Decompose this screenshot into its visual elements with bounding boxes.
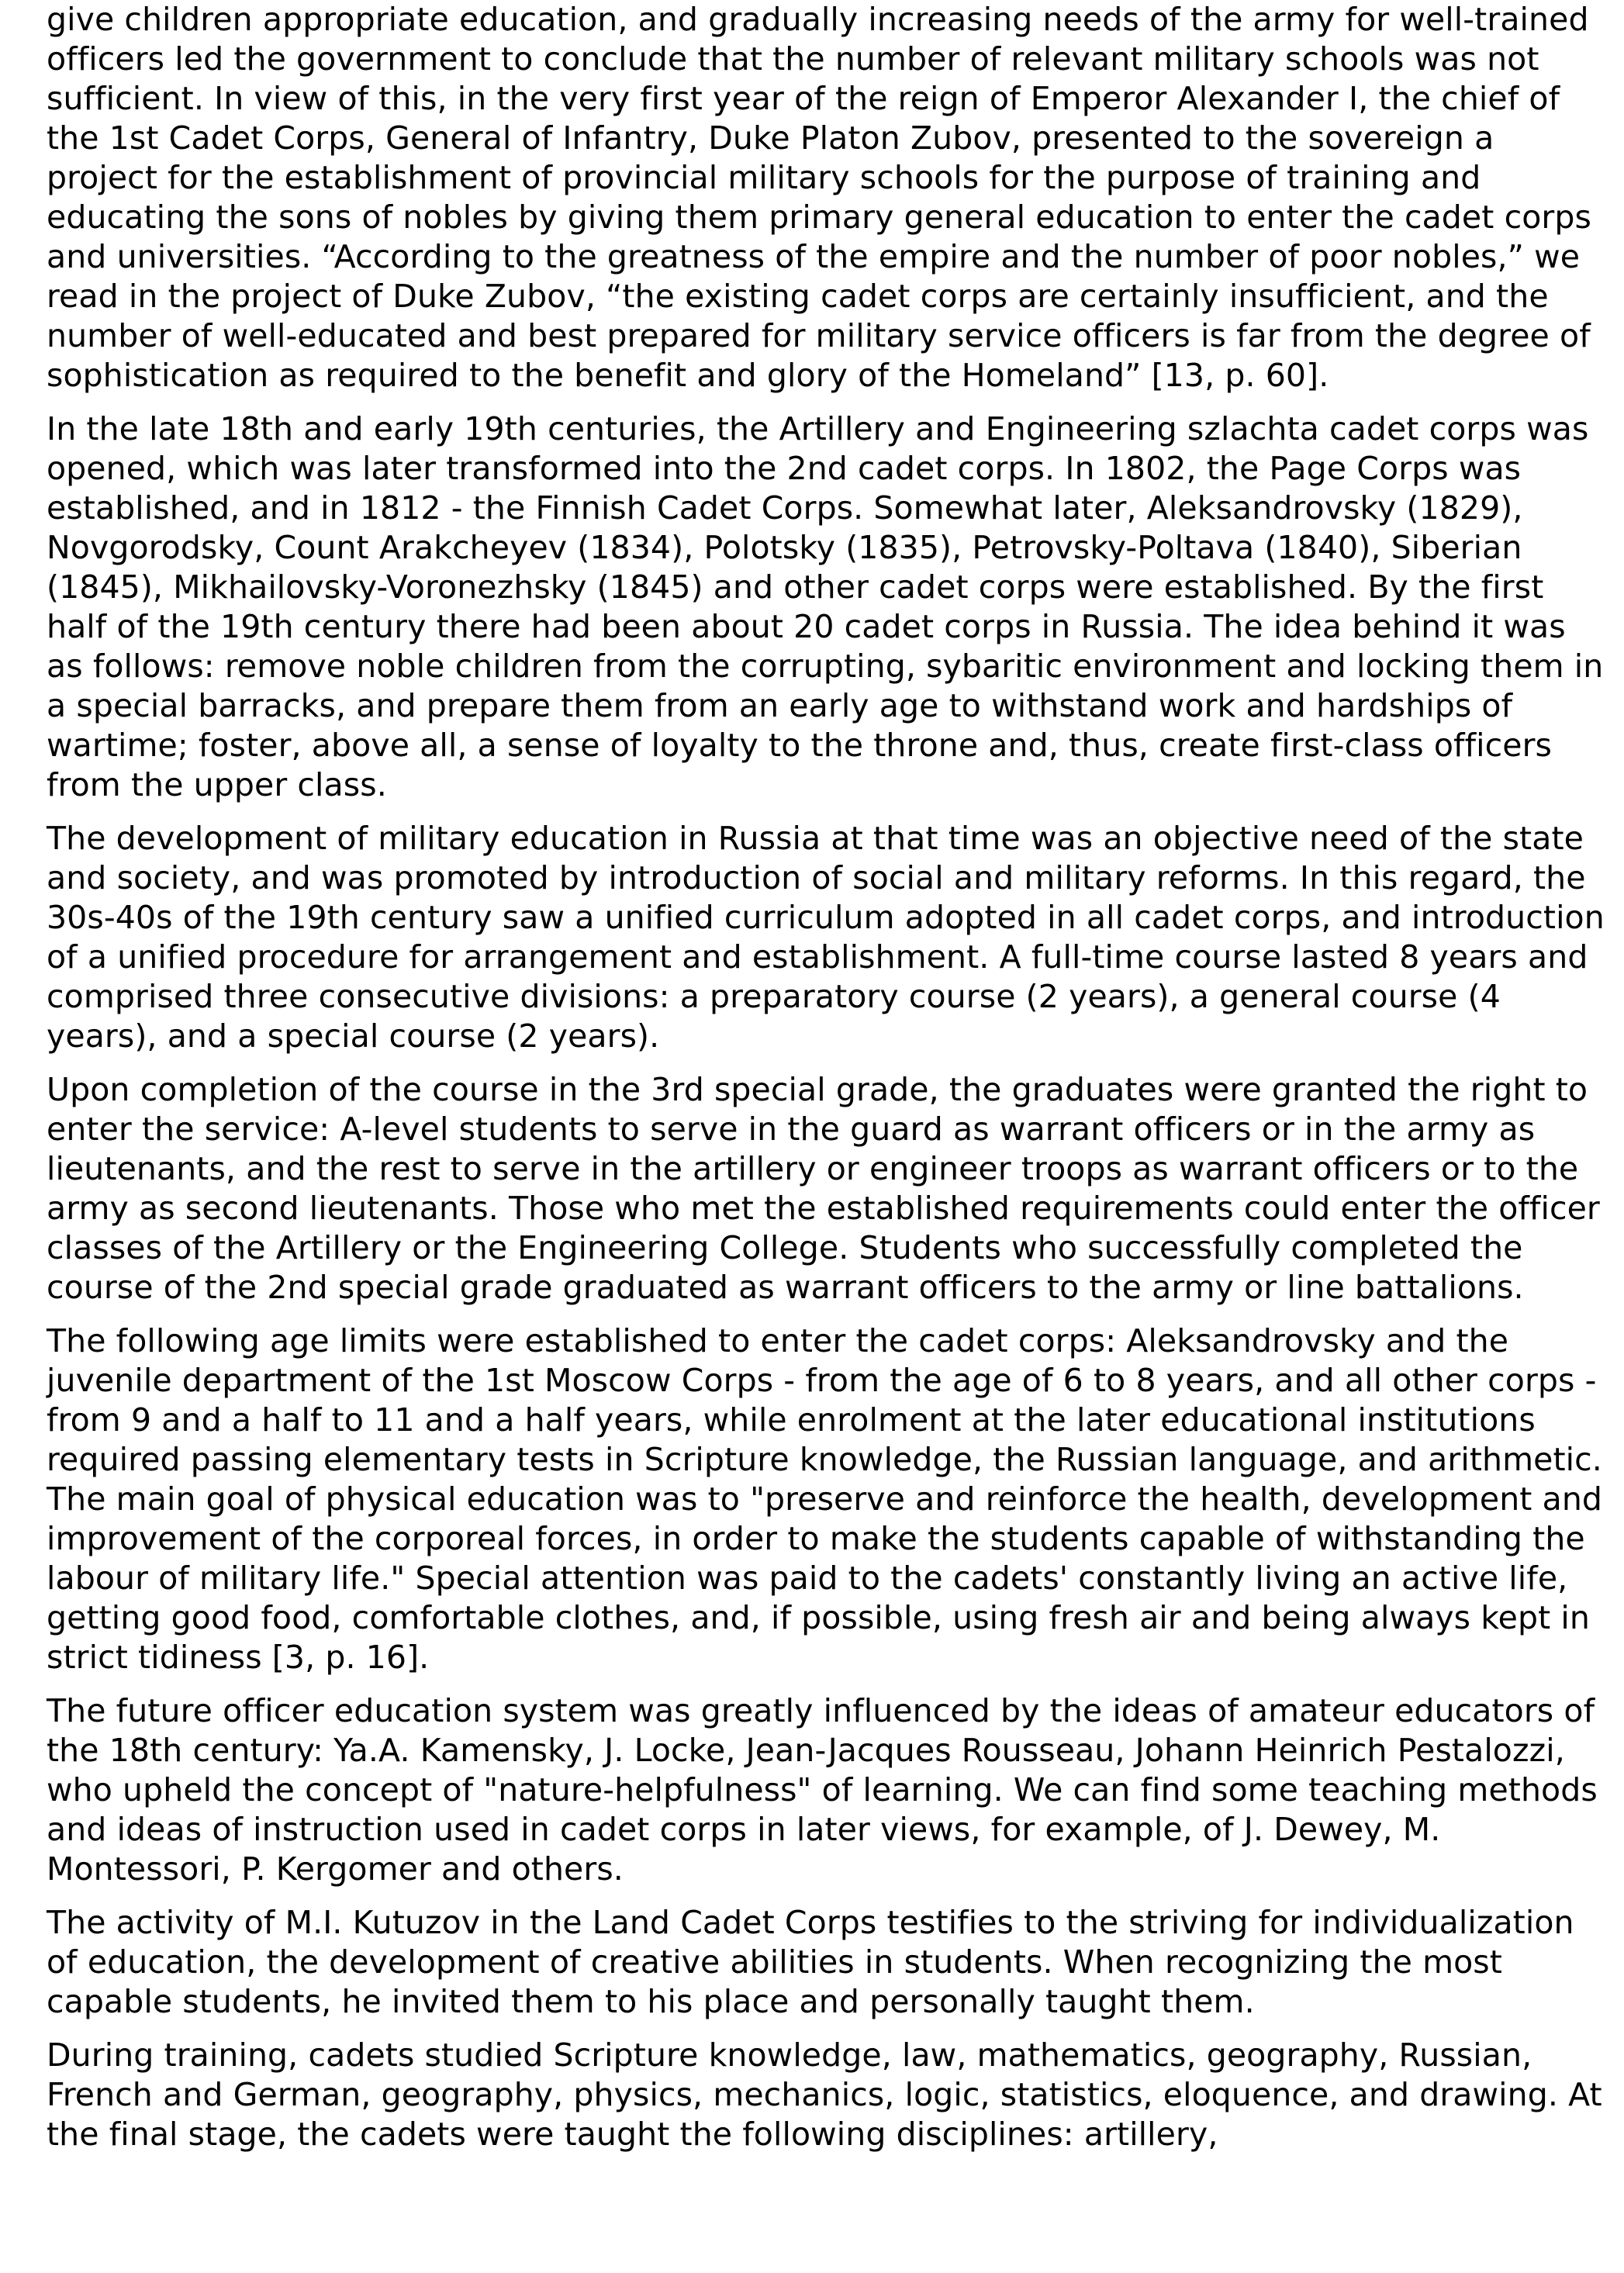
document-page bbox=[47, 0, 1605, 2168]
paragraph-3: The development of military education in Russia at that time was an objective need of the state and society, and was promoted by introduction of social and military reforms. In this regard, the 30s-40s of the 19th century saw a unified curriculum adopted in all cadet corps, and introduction of a unified procedure for arrangement and establishment. A full-time course lasted 8 years and comprised three consecutive divisions: a preparatory course (2 years), a general course (4 years), and a special course (2 years). bbox=[47, 820, 1605, 1055]
paragraph-5: The following age limits were established to enter the cadet corps: Aleksandrovsky and the juvenile department of the 1st Moscow Corps - from the age of 6 to 8 years, and all other corps - from 9 and a half to 11 and a half years, while enrolment at the later educational institutions required passing elementary tests in Scripture knowledge, the Russian language, and arithmetic. The main goal of physical education was to "preserve and reinforce the health, development and improvement of the corporeal forces, in order to make the students capable of withstanding the labour of military life." Special attention was paid to the cadets' constantly living an active life, getting good food, comfortable clothes, and, if possible, using fresh air and being always kept in strict tidiness [3, p. 16]. bbox=[47, 1322, 1603, 1676]
paragraph-7: The activity of M.I. Kutuzov in the Land Cadet Corps testifies to the striving for individualization of education, the development of creative abilities in students. When recognizing the most capable students, he invited them to his place and personally taught them. bbox=[47, 1904, 1574, 2020]
paragraph-2: In the late 18th and early 19th centuries, the Artillery and Engineering szlachta cadet corps was opened, which was later transformed into the 2nd cadet corps. In 1802, the Page Corps was established, and in 1812 - the Finnish Cadet Corps. Somewhat later, Aleksandrovsky (1829), Novgorodsky, Count Arakcheyev (1834), Polotsky (1835), Petrovsky-Poltava (1840), Siberian (1845), Mikhailovsky-Voronezhsky (1845) and other cadet corps were established. By the first half of the 19th century there had been about 20 cadet corps in Russia. The idea behind it was as follows: remove noble children from the corrupting, sybaritic environment and locking them in a special barracks, and prepare them from an early age to withstand work and hardships of wartime; foster, above all, a sense of loyalty to the throne and, thus, create first-class officers from the upper class. bbox=[47, 410, 1604, 803]
paragraph-1: give children appropriate education, and gradually increasing needs of the army for well-trained officers led the government to conclude that the number of relevant military schools was not sufficient. In view of this, in the very first year of the reign of Emperor Alexander I, the chief of the 1st Cadet Corps, General of Infantry, Duke Platon Zubov, presented to the sovereign a project for the establishment of provincial military schools for the purpose of training and educating the sons of nobles by giving them primary general education to enter the cadet corps and universities. “According to the greatness of the empire and the number of poor nobles,” we read in the project of Duke Zubov, “the existing cadet corps are certainly insufficient, and the number of well-educated and best prepared for military service officers is far from the degree of sophistication as required to the benefit and glory of the Homeland” [13, p. 60]. bbox=[47, 1, 1591, 394]
paragraph-4: Upon completion of the course in the 3rd special grade, the graduates were granted the right to enter the service: A-level students to serve in the guard as warrant officers or in the army as lieutenants, and the rest to serve in the artillery or engineer troops as warrant officers or to the army as second lieutenants. Those who met the established requirements could enter the officer classes of the Artillery or the Engineering College. Students who successfully completed the course of the 2nd special grade graduated as warrant officers to the army or line battalions. bbox=[47, 1071, 1600, 1306]
paragraph-6: The future officer education system was greatly influenced by the ideas of amateur educators of the 18th century: Ya.A. Kamensky, J. Locke, Jean-Jacques Rousseau, Johann Heinrich Pestalozzi, who upheld the concept of "nature-helpfulness" of learning. We can find some teaching methods and ideas of instruction used in cadet corps in later views, for example, of J. Dewey, M. Montessori, P. Kergomer and others. bbox=[47, 1692, 1598, 1888]
paragraph-8: During training, cadets studied Scripture knowledge, law, mathematics, geography, Russian, French and German, geography, physics, mechanics, logic, statistics, eloquence, and drawing. At the final stage, the cadets were taught the following disciplines: artillery, bbox=[47, 2036, 1602, 2153]
